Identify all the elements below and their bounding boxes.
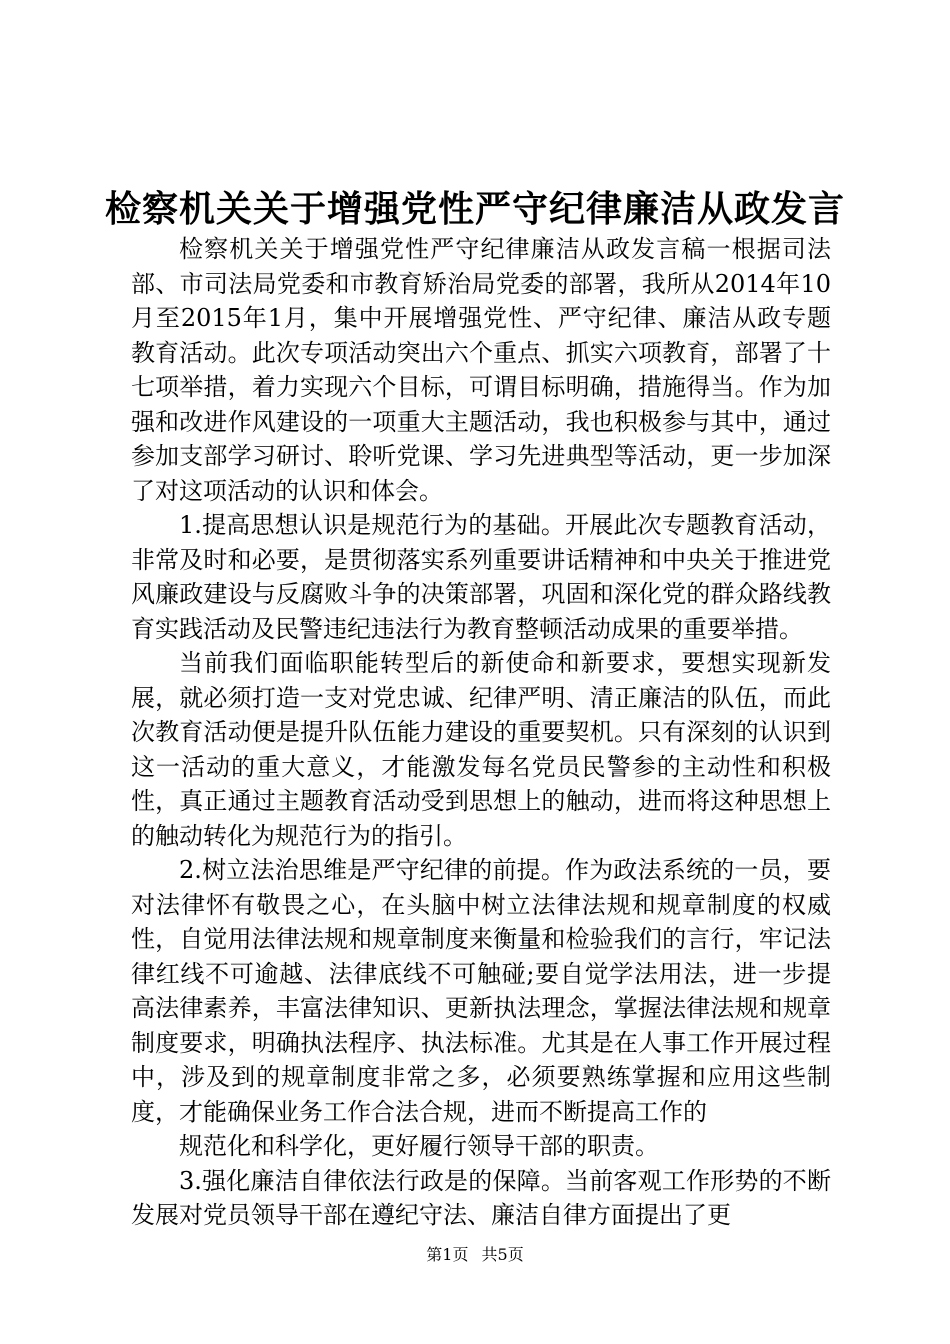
paragraph: 检察机关关于增强党性严守纪律廉洁从政发言稿一根据司法部、市司法局党委和市教育矫治局党委的部署，我所从2014年10月至2015年1月，集中开展增强党性、严守纪律、廉洁从政专题教育活动。此次专项活动突出六个重点、抓实六项教育，部署了十七项举措，着力实现六个目标，可谓目标明确，措施得当。作为加强和改进作风建设的一项重大主题活动，我也积极参与其中，通过参加支部学习研讨、聆听党课、学习先进典型等活动，更一步加深了对这项活动的认识和体会。 — [131, 235, 831, 505]
page-number: 第1页 — [426, 1245, 469, 1264]
paragraph: 2.树立法治思维是严守纪律的前提。作为政法系统的一员，要对法律怀有敬畏之心，在头脑中树立法律法规和规章制度的权威性，自觉用法律法规和规章制度来衡量和检验我们的言行，牢记法律红线不可逾越、法律底线不可触碰;要自觉学法用法，进一步提高法律素养，丰富法律知识、更新执法理念，掌握法律法规和规章制度要求，明确执法程序、执法标准。尤其是在人事工作开展过程中，涉及到的规章制度非常之多，必须要熟练掌握和应用这些制度，才能确保业务工作合法合规，进而不断提高工作的 — [131, 856, 831, 1126]
page-footer — [0, 1243, 950, 1267]
paragraph: 当前我们面临职能转型后的新使命和新要求，要想实现新发展，就必须打造一支对党忠诚、纪律严明、清正廉洁的队伍，而此次教育活动便是提升队伍能力建设的重要契机。只有深刻的认识到这一活动的重大意义，才能激发每名党员民警参的主动性和积极性，真正通过主题教育活动受到思想上的触动，进而将这种思想上的触动转化为规范行为的指引。 — [131, 649, 831, 850]
paragraph: 规范化和科学化，更好履行领导干部的职责。 — [179, 1132, 659, 1160]
page-total: 共5页 — [481, 1245, 524, 1264]
document-title: 检察机关关于增强党性严守纪律廉洁从政发言 — [104, 189, 845, 230]
paragraph: 3.强化廉洁自律依法行政是的保障。当前客观工作形势的不断发展对党员领导干部在遵纪守法、廉洁自律方面提出了更 — [131, 1166, 831, 1229]
paragraph: 1.提高思想认识是规范行为的基础。开展此次专题教育活动，非常及时和必要，是贯彻落实系列重要讲话精神和中央关于推进党风廉政建设与反腐败斗争的决策部署，巩固和深化党的群众路线教育实践活动及民警违纪违法行为教育整顿活动成果的重要举措。 — [131, 511, 831, 643]
document-body — [131, 232, 831, 1233]
